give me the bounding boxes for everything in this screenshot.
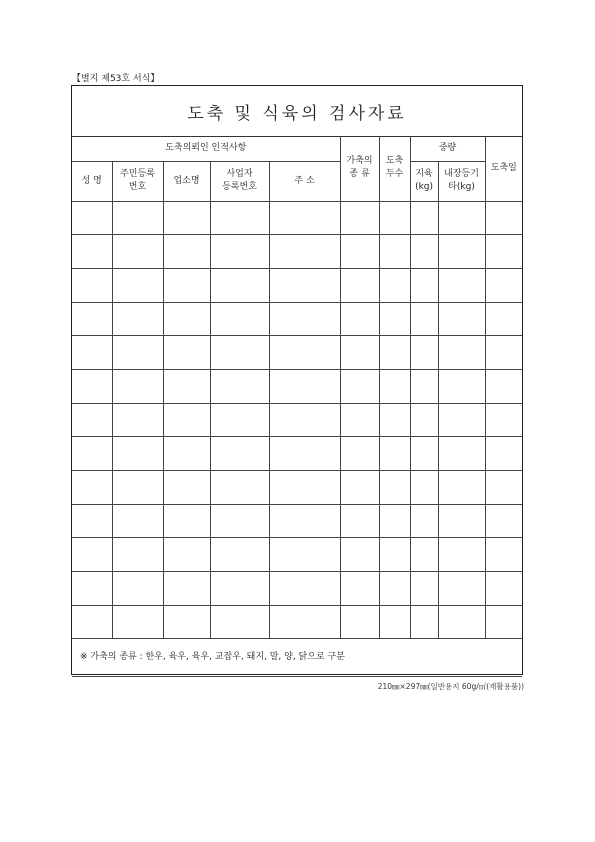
table-row [72,538,522,572]
offal-weight-header: 내장등기 타(kg) [438,161,485,201]
table-row [72,268,522,302]
table-cell[interactable] [410,605,438,639]
table-cell[interactable] [340,336,379,370]
table-cell[interactable] [438,235,485,269]
table-cell[interactable] [112,538,163,572]
table-cell[interactable] [210,369,269,403]
table-cell[interactable] [485,572,522,606]
table-cell[interactable] [163,302,210,336]
table-cell[interactable] [269,538,340,572]
table-cell[interactable] [410,235,438,269]
table-cell[interactable] [485,201,522,235]
table-cell[interactable] [410,369,438,403]
table-cell[interactable] [379,538,410,572]
table-cell[interactable] [163,403,210,437]
business-name-header: 업소명 [163,161,210,201]
title-box [72,86,522,137]
table-cell[interactable] [485,302,522,336]
table-cell[interactable] [340,403,379,437]
table-cell[interactable] [340,268,379,302]
carcass-weight-header: 지육 (kg) [410,161,438,201]
table-cell[interactable] [210,538,269,572]
table-cell[interactable] [112,235,163,269]
table-cell[interactable] [112,437,163,471]
table-cell[interactable] [72,605,112,639]
table-cell[interactable] [72,369,112,403]
table-cell[interactable] [269,302,340,336]
table-cell[interactable] [163,437,210,471]
table-cell[interactable] [340,201,379,235]
table-cell[interactable] [410,403,438,437]
table-cell[interactable] [379,336,410,370]
table-cell[interactable] [112,605,163,639]
table-cell[interactable] [410,572,438,606]
livestock-type-note: ※ 가축의 종류 : 한우, 육우, 육우, 교잡우, 돼지, 말, 양, 닭으로 구분 [72,639,522,677]
table-cell[interactable] [210,403,269,437]
table-cell[interactable] [72,504,112,538]
table-cell[interactable] [72,201,112,235]
table-cell[interactable] [163,471,210,505]
table-cell[interactable] [379,471,410,505]
table-cell[interactable] [379,302,410,336]
table-cell[interactable] [438,336,485,370]
form-title: 도축 및 식육의 검사자료 [187,103,407,124]
table-cell[interactable] [485,437,522,471]
table-cell[interactable] [410,471,438,505]
table-row [72,369,522,403]
table-cell[interactable] [438,538,485,572]
table-cell[interactable] [269,268,340,302]
table-cell[interactable] [269,369,340,403]
table-cell[interactable] [340,471,379,505]
table-cell[interactable] [112,471,163,505]
table-cell[interactable] [210,235,269,269]
slaughter-count-header: 도축 두수 [379,136,410,201]
table-cell[interactable] [340,572,379,606]
table-cell[interactable] [438,605,485,639]
table-cell[interactable] [163,572,210,606]
table-cell[interactable] [210,504,269,538]
table-cell[interactable] [379,235,410,269]
table-row [72,504,522,538]
table-cell[interactable] [163,235,210,269]
weight-header: 중량 [410,136,485,161]
table-cell[interactable] [210,572,269,606]
table-cell[interactable] [438,471,485,505]
table-cell[interactable] [72,268,112,302]
table-cell[interactable] [379,437,410,471]
table-cell[interactable] [438,504,485,538]
table-cell[interactable] [379,201,410,235]
table-cell[interactable] [485,369,522,403]
table-row [72,201,522,235]
table-cell[interactable] [340,538,379,572]
table-row [72,403,522,437]
table-cell[interactable] [210,336,269,370]
table-row [72,235,522,269]
table-cell[interactable] [163,201,210,235]
table-cell[interactable] [410,201,438,235]
table-cell[interactable] [410,268,438,302]
table-cell[interactable] [485,504,522,538]
table-cell[interactable] [379,268,410,302]
table-cell[interactable] [340,437,379,471]
table-cell[interactable] [72,403,112,437]
table-row [72,336,522,370]
table-row [72,437,522,471]
table-cell[interactable] [72,437,112,471]
table-cell[interactable] [112,504,163,538]
table-cell[interactable] [438,403,485,437]
table-cell[interactable] [269,201,340,235]
table-row [72,605,522,639]
table-cell[interactable] [163,605,210,639]
table-body [72,201,522,639]
table-cell[interactable] [112,572,163,606]
table-cell[interactable] [438,201,485,235]
table-cell[interactable] [379,504,410,538]
inspection-form [71,85,523,675]
table-cell[interactable] [485,235,522,269]
table-cell[interactable] [269,572,340,606]
table-cell[interactable] [379,605,410,639]
table-cell[interactable] [438,572,485,606]
slaughter-date-header: 도축일 [485,136,522,201]
table-cell[interactable] [163,369,210,403]
table-cell[interactable] [410,437,438,471]
table-cell[interactable] [112,403,163,437]
table-cell[interactable] [72,471,112,505]
table-cell[interactable] [410,336,438,370]
table-cell[interactable] [340,235,379,269]
table-cell[interactable] [210,302,269,336]
table-cell[interactable] [410,302,438,336]
table-cell[interactable] [340,504,379,538]
name-header: 성 명 [72,161,112,201]
table-cell[interactable] [163,504,210,538]
table-cell[interactable] [340,369,379,403]
table-cell[interactable] [112,369,163,403]
table-cell[interactable] [210,201,269,235]
table-cell[interactable] [269,471,340,505]
table-cell[interactable] [485,538,522,572]
table-cell[interactable] [438,437,485,471]
table-cell[interactable] [340,302,379,336]
paper-size-footnote: 210㎜×297㎜(일반용지 60g/㎡(재활용품)) [377,682,524,691]
address-header: 주 소 [269,161,340,201]
table-cell[interactable] [485,471,522,505]
table-cell[interactable] [210,437,269,471]
table-cell[interactable] [72,572,112,606]
table-cell[interactable] [438,302,485,336]
table-cell[interactable] [112,302,163,336]
table-cell[interactable] [485,605,522,639]
table-cell[interactable] [72,302,112,336]
resident-number-header: 주민등록 번호 [112,161,163,201]
table-cell[interactable] [210,471,269,505]
applicant-info-header: 도축의뢰인 인적사항 [72,136,340,161]
table-cell[interactable] [438,268,485,302]
table-cell[interactable] [379,572,410,606]
business-registration-header: 사업자 등록번호 [210,161,269,201]
table-cell[interactable] [269,504,340,538]
table-cell[interactable] [163,268,210,302]
table-row [72,302,522,336]
table-cell[interactable] [269,605,340,639]
table-cell[interactable] [438,369,485,403]
table-cell[interactable] [485,403,522,437]
table-cell[interactable] [72,538,112,572]
table-cell[interactable] [210,268,269,302]
table-cell[interactable] [410,504,438,538]
table-cell[interactable] [269,437,340,471]
table-cell[interactable] [72,336,112,370]
table-cell[interactable] [112,336,163,370]
table-cell[interactable] [112,268,163,302]
inspection-table [72,136,522,677]
table-cell[interactable] [379,369,410,403]
livestock-type-header: 가축의 종 류 [340,136,379,201]
table-row [72,471,522,505]
form-number-label: 【별지 제53호 서식】 [72,74,160,84]
table-cell[interactable] [269,336,340,370]
table-cell[interactable] [379,403,410,437]
table-cell[interactable] [485,268,522,302]
table-cell[interactable] [210,605,269,639]
table-cell[interactable] [410,538,438,572]
table-cell[interactable] [72,235,112,269]
table-row [72,572,522,606]
table-cell[interactable] [163,336,210,370]
table-cell[interactable] [163,538,210,572]
table-cell[interactable] [269,403,340,437]
table-cell[interactable] [340,605,379,639]
table-cell[interactable] [485,336,522,370]
table-cell[interactable] [112,201,163,235]
table-cell[interactable] [269,235,340,269]
